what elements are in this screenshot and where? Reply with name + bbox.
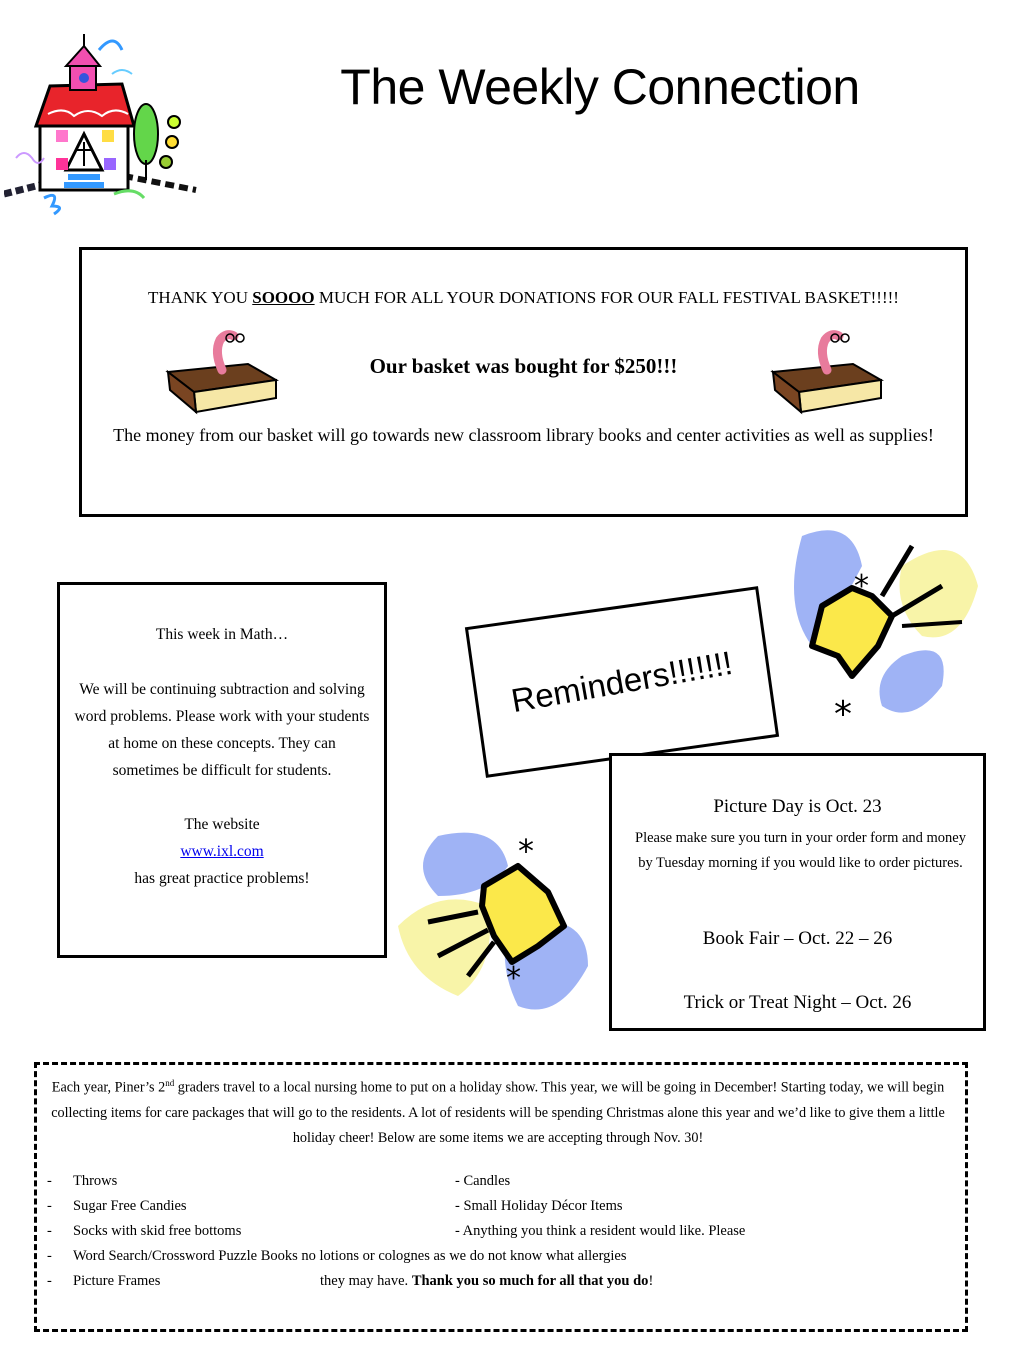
item-socks: Socks with skid free bottoms xyxy=(73,1223,242,1239)
thanks-bold: Thank you so much for all that you do xyxy=(411,1273,649,1289)
item-holiday-decor: - Small Holiday Décor Items xyxy=(455,1198,623,1214)
allergy-note: no lotions or colognes as we do not know what allergies xyxy=(301,1248,627,1264)
page-title: The Weekly Connection xyxy=(340,59,860,115)
donation-thanks-panel xyxy=(79,247,968,517)
book-worm-icon xyxy=(769,328,889,418)
list-dash: - xyxy=(47,1198,52,1214)
picture-day-note: Please make sure you turn in your order form and money by Tuesday morning if you would like to order pictures. xyxy=(635,830,966,871)
svg-text:*: * xyxy=(518,832,534,870)
svg-text:*: * xyxy=(834,694,852,726)
thanks-emphasis: SOOOO xyxy=(252,288,315,307)
list-dash: - xyxy=(47,1223,52,1239)
trick-or-treat: Trick or Treat Night – Oct. 26 xyxy=(683,992,912,1013)
star-splash-icon xyxy=(398,826,608,1018)
math-panel xyxy=(57,582,387,958)
ixl-link[interactable]: www.ixl.com xyxy=(180,843,264,860)
item-throws: Throws xyxy=(73,1173,118,1189)
thanks-suffix: MUCH FOR ALL YOUR DONATIONS FOR OUR FALL FESTIVAL BASKET!!!!! xyxy=(314,288,899,307)
reminders-banner xyxy=(465,586,779,778)
care-intro-a: Each year, Piner’s 2 xyxy=(51,1079,166,1096)
basket-price: Our basket was bought for $250!!! xyxy=(369,354,678,378)
allergy-note-end: they may have. xyxy=(320,1273,412,1289)
puzzle-books-label: Word Search/Crossword Puzzle Books xyxy=(73,1248,298,1264)
item-anything: - Anything you think a resident would like. Please xyxy=(455,1223,746,1239)
book-fair: Book Fair – Oct. 22 – 26 xyxy=(702,928,893,949)
care-intro-sup: nd xyxy=(165,1078,175,1088)
care-intro-b: graders travel to a local nursing home to put on a holiday show. This year, we will be going in December! Starting today, we will begin collecting items for care packages that will go to the residents. A lot of residents will be spending Christmas alone this year and we’d like to give them a little holiday cheer! Below are some items we are accepting through Nov. 30! xyxy=(51,1079,945,1146)
money-usage: The money from our basket will go towards new classroom library books and center activities as well as supplies! xyxy=(113,425,934,445)
closing-line xyxy=(320,1273,653,1290)
book-worm-icon xyxy=(164,328,284,418)
svg-text:*: * xyxy=(854,569,869,604)
care-intro xyxy=(51,1071,945,1151)
item-puzzle-books xyxy=(73,1248,627,1265)
math-closing: has great practice problems! xyxy=(134,870,310,887)
website-label: The website xyxy=(184,816,260,833)
thanks-line xyxy=(82,288,965,308)
list-dash: - xyxy=(47,1248,52,1264)
thanks-prefix: THANK YOU xyxy=(148,288,253,307)
events-panel xyxy=(609,753,986,1031)
thanks-end: ! xyxy=(648,1273,654,1289)
star-splash-icon xyxy=(782,526,982,726)
list-dash: - xyxy=(47,1273,52,1289)
svg-text:*: * xyxy=(506,961,521,996)
item-sugar-free-candies: Sugar Free Candies xyxy=(73,1198,187,1214)
schoolhouse-icon xyxy=(4,30,200,220)
list-dash: - xyxy=(47,1173,52,1189)
item-candles: - Candles xyxy=(455,1173,511,1189)
math-heading: This week in Math… xyxy=(155,626,289,643)
reminders-title: Reminders!!!!!!! xyxy=(508,643,736,720)
care-package-panel xyxy=(34,1062,968,1332)
item-picture-frames: Picture Frames xyxy=(73,1273,161,1289)
picture-day: Picture Day is Oct. 23 xyxy=(713,796,882,817)
math-body: We will be continuing subtraction and solving word problems. Please work with your students at home on these concepts. They can sometimes be difficult for students. xyxy=(74,681,370,779)
